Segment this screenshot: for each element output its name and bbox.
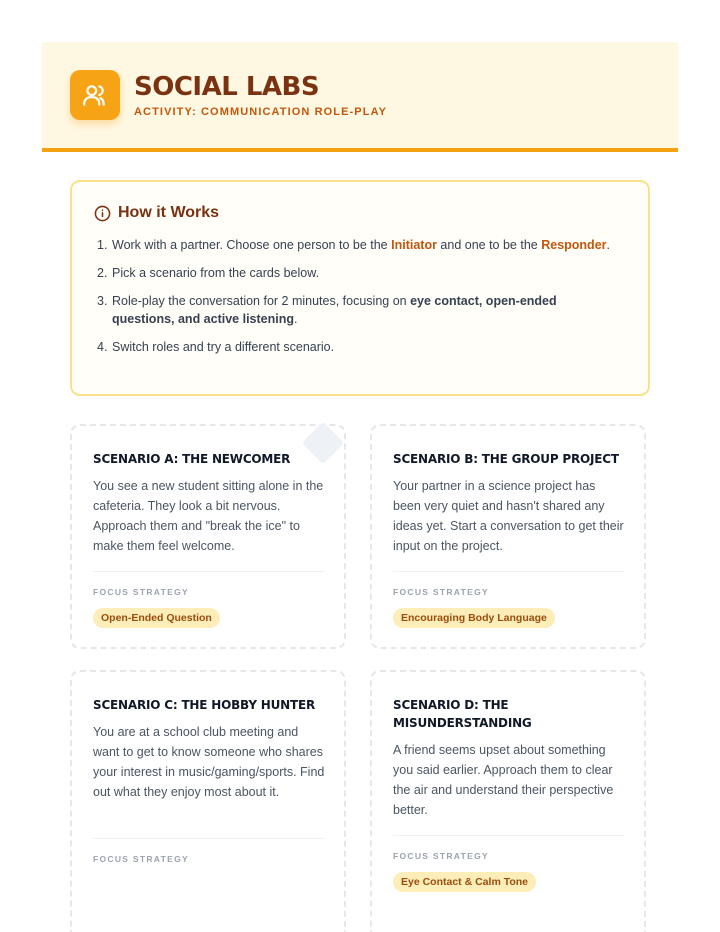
responder-term: Responder	[541, 238, 607, 252]
scenario-description: Your partner in a science project has been very quiet and hasn't shared any ideas yet. Start a conversation to get their input on the project.	[393, 479, 624, 553]
initiator-term: Initiator	[391, 238, 437, 252]
step-number: 3.	[97, 294, 108, 308]
step-item	[97, 264, 617, 282]
scenario-card-b[interactable]	[370, 424, 646, 649]
focus-strategy-label: FOCUS STRATEGY	[393, 587, 489, 597]
divider	[393, 835, 625, 836]
page-header	[42, 42, 678, 152]
page-title: SOCIAL LABS	[134, 72, 320, 102]
scenario-title: SCENARIO D: THE MISUNDERSTANDING	[393, 698, 532, 730]
how-it-works-panel	[70, 180, 650, 396]
step-number: 1.	[97, 238, 108, 252]
focus-strategy-label: FOCUS STRATEGY	[93, 854, 189, 864]
scenario-description: A friend seems upset about something you said earlier. Approach them to clear the air and understand their perspective better.	[393, 743, 614, 817]
focus-strategy-badge: Eye Contact & Calm Tone	[393, 872, 536, 892]
scenario-description: You see a new student sitting alone in the cafeteria. They look a bit nervous. Approach them and "break the ice" to make them feel welcome.	[93, 479, 324, 553]
divider	[393, 571, 625, 572]
focus-strategy-label: FOCUS STRATEGY	[93, 587, 189, 597]
step-item	[97, 236, 617, 254]
focus-strategy-badge: Encouraging Body Language	[393, 608, 555, 628]
divider	[93, 571, 325, 572]
step-item	[97, 338, 617, 356]
scenario-card-d[interactable]	[370, 670, 646, 932]
info-icon	[94, 205, 111, 222]
step-text: Switch roles and try a different scenario.	[112, 340, 335, 354]
focus-strategy-badge: Open-Ended Question	[93, 608, 220, 628]
focus-strategy-label: FOCUS STRATEGY	[393, 851, 489, 861]
steps-list	[97, 236, 617, 366]
step-number: 2.	[97, 266, 108, 280]
brand	[134, 70, 387, 118]
step-text: Pick a scenario from the cards below.	[112, 266, 320, 280]
scenario-title: SCENARIO A: THE NEWCOMER	[93, 452, 291, 466]
step-number: 4.	[97, 340, 108, 354]
logo	[70, 70, 120, 120]
step-text: Role-play the conversation for 2 minutes, focusing on eye contact, open-ended questions, and active listening.	[112, 294, 557, 326]
page-subtitle: ACTIVITY: COMMUNICATION ROLE-PLAY	[134, 106, 388, 118]
scenario-card-c[interactable]	[70, 670, 346, 932]
how-it-works-heading	[94, 204, 219, 222]
how-it-works-title: How it Works	[118, 204, 220, 221]
scenario-title: SCENARIO C: THE HOBBY HUNTER	[93, 698, 316, 712]
scenario-description: You are at a school club meeting and want to get to know someone who shares your interest in music/gaming/sports. Find out what they enjoy most about it.	[93, 725, 325, 799]
scenario-card-a[interactable]	[70, 424, 346, 649]
divider	[93, 838, 325, 839]
users-icon	[82, 82, 108, 108]
step-text: Work with a partner. Choose one person to be the Initiator and one to be the Responder.	[112, 238, 610, 252]
step-item	[97, 292, 617, 328]
focus-skills: eye contact, open-ended questions, and active listening	[112, 294, 557, 326]
scenario-title: SCENARIO B: THE GROUP PROJECT	[393, 452, 619, 466]
